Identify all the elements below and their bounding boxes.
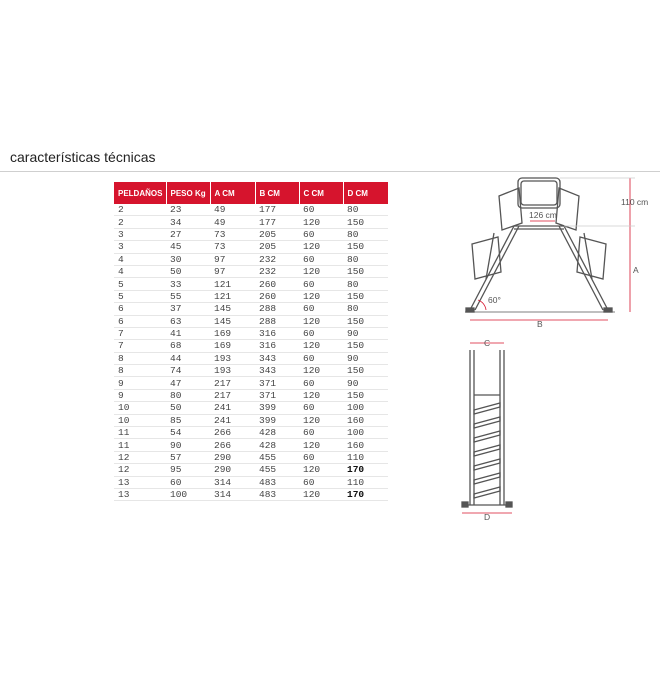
cell-c: 60 bbox=[299, 476, 343, 488]
cell-d: 150 bbox=[343, 216, 388, 228]
label-a: A bbox=[633, 265, 639, 275]
cell-a: 314 bbox=[210, 476, 255, 488]
cell-b: 399 bbox=[255, 414, 299, 426]
cell-weight: 60 bbox=[166, 476, 210, 488]
cell-steps: 12 bbox=[114, 451, 166, 463]
cell-steps: 13 bbox=[114, 488, 166, 500]
cell-b: 177 bbox=[255, 216, 299, 228]
cell-weight: 54 bbox=[166, 427, 210, 439]
cell-c: 60 bbox=[299, 278, 343, 290]
cell-b: 428 bbox=[255, 439, 299, 451]
top-guardrail bbox=[518, 178, 560, 208]
cell-steps: 13 bbox=[114, 476, 166, 488]
cell-c: 60 bbox=[299, 303, 343, 315]
cell-a: 49 bbox=[210, 216, 255, 228]
cell-weight: 100 bbox=[166, 488, 210, 500]
cell-d: 150 bbox=[343, 265, 388, 277]
cell-d: 150 bbox=[343, 241, 388, 253]
cell-c: 60 bbox=[299, 327, 343, 339]
cell-a: 266 bbox=[210, 427, 255, 439]
cell-steps: 3 bbox=[114, 228, 166, 240]
cell-steps: 3 bbox=[114, 241, 166, 253]
col-header-steps: PELDAÑOS bbox=[114, 182, 166, 204]
cell-d: 100 bbox=[343, 402, 388, 414]
cell-b: 260 bbox=[255, 278, 299, 290]
cell-b: 177 bbox=[255, 204, 299, 216]
cell-c: 120 bbox=[299, 315, 343, 327]
cell-weight: 68 bbox=[166, 340, 210, 352]
cell-a: 217 bbox=[210, 377, 255, 389]
cell-b: 232 bbox=[255, 265, 299, 277]
cell-weight: 57 bbox=[166, 451, 210, 463]
cell-weight: 34 bbox=[166, 216, 210, 228]
cell-d: 90 bbox=[343, 352, 388, 364]
cell-steps: 11 bbox=[114, 427, 166, 439]
col-header-c: C CM bbox=[299, 182, 343, 204]
cell-b: 232 bbox=[255, 253, 299, 265]
label-d: D bbox=[484, 512, 491, 522]
cell-b: 371 bbox=[255, 377, 299, 389]
cell-a: 169 bbox=[210, 340, 255, 352]
cell-b: 455 bbox=[255, 464, 299, 476]
cell-steps: 10 bbox=[114, 414, 166, 426]
cell-steps: 9 bbox=[114, 389, 166, 401]
cell-d: 150 bbox=[343, 365, 388, 377]
cell-weight: 37 bbox=[166, 303, 210, 315]
cell-weight: 85 bbox=[166, 414, 210, 426]
cell-c: 120 bbox=[299, 241, 343, 253]
cell-weight: 55 bbox=[166, 290, 210, 302]
label-c: C bbox=[484, 338, 491, 348]
cell-d: 100 bbox=[343, 427, 388, 439]
cell-a: 193 bbox=[210, 352, 255, 364]
cell-a: 290 bbox=[210, 464, 255, 476]
cell-weight: 33 bbox=[166, 278, 210, 290]
cell-steps: 4 bbox=[114, 253, 166, 265]
cell-weight: 23 bbox=[166, 204, 210, 216]
cell-c: 120 bbox=[299, 464, 343, 476]
cell-steps: 5 bbox=[114, 290, 166, 302]
cell-steps: 8 bbox=[114, 365, 166, 377]
cell-steps: 4 bbox=[114, 265, 166, 277]
cell-b: 343 bbox=[255, 352, 299, 364]
cell-steps: 7 bbox=[114, 340, 166, 352]
cell-b: 288 bbox=[255, 315, 299, 327]
cell-weight: 47 bbox=[166, 377, 210, 389]
cell-b: 399 bbox=[255, 402, 299, 414]
cell-steps: 6 bbox=[114, 315, 166, 327]
cell-c: 60 bbox=[299, 402, 343, 414]
cell-c: 60 bbox=[299, 427, 343, 439]
cell-a: 97 bbox=[210, 265, 255, 277]
cell-c: 120 bbox=[299, 265, 343, 277]
cell-steps: 5 bbox=[114, 278, 166, 290]
cell-d: 90 bbox=[343, 327, 388, 339]
ladder-front-view bbox=[462, 350, 512, 507]
cell-c: 60 bbox=[299, 352, 343, 364]
cell-weight: 50 bbox=[166, 402, 210, 414]
cell-b: 316 bbox=[255, 327, 299, 339]
cell-c: 120 bbox=[299, 389, 343, 401]
cell-a: 145 bbox=[210, 315, 255, 327]
page-title: características técnicas bbox=[10, 149, 156, 165]
col-header-a: A CM bbox=[210, 182, 255, 204]
cell-a: 169 bbox=[210, 327, 255, 339]
cell-b: 483 bbox=[255, 476, 299, 488]
cell-steps: 8 bbox=[114, 352, 166, 364]
cell-d: 110 bbox=[343, 476, 388, 488]
cell-c: 60 bbox=[299, 204, 343, 216]
cell-d: 110 bbox=[343, 451, 388, 463]
cell-d: 150 bbox=[343, 389, 388, 401]
cell-a: 97 bbox=[210, 253, 255, 265]
cell-steps: 7 bbox=[114, 327, 166, 339]
cell-a: 49 bbox=[210, 204, 255, 216]
cell-b: 343 bbox=[255, 365, 299, 377]
cell-b: 455 bbox=[255, 451, 299, 463]
cell-weight: 63 bbox=[166, 315, 210, 327]
cell-weight: 27 bbox=[166, 228, 210, 240]
cell-weight: 44 bbox=[166, 352, 210, 364]
cell-c: 60 bbox=[299, 451, 343, 463]
cell-c: 120 bbox=[299, 365, 343, 377]
col-header-b: B CM bbox=[255, 182, 299, 204]
cell-b: 483 bbox=[255, 488, 299, 500]
cell-weight: 45 bbox=[166, 241, 210, 253]
col-header-weight: PESO Kg bbox=[166, 182, 210, 204]
cell-c: 120 bbox=[299, 216, 343, 228]
front-step bbox=[474, 403, 500, 414]
cell-c: 120 bbox=[299, 414, 343, 426]
cell-a: 121 bbox=[210, 278, 255, 290]
cell-b: 260 bbox=[255, 290, 299, 302]
cell-weight: 50 bbox=[166, 265, 210, 277]
cell-c: 120 bbox=[299, 488, 343, 500]
cell-b: 205 bbox=[255, 241, 299, 253]
cell-steps: 12 bbox=[114, 464, 166, 476]
cell-c: 120 bbox=[299, 439, 343, 451]
cell-d: 160 bbox=[343, 414, 388, 426]
cell-d: 80 bbox=[343, 253, 388, 265]
cell-a: 217 bbox=[210, 389, 255, 401]
cell-a: 241 bbox=[210, 402, 255, 414]
cell-steps: 6 bbox=[114, 303, 166, 315]
cell-steps: 11 bbox=[114, 439, 166, 451]
cell-d: 90 bbox=[343, 377, 388, 389]
cell-a: 121 bbox=[210, 290, 255, 302]
cell-d: 80 bbox=[343, 278, 388, 290]
cell-b: 428 bbox=[255, 427, 299, 439]
cell-steps: 10 bbox=[114, 402, 166, 414]
cell-d: 150 bbox=[343, 290, 388, 302]
cell-d: 80 bbox=[343, 228, 388, 240]
cell-d: 80 bbox=[343, 204, 388, 216]
cell-b: 288 bbox=[255, 303, 299, 315]
cell-a: 290 bbox=[210, 451, 255, 463]
cell-steps: 2 bbox=[114, 204, 166, 216]
cell-d: 150 bbox=[343, 340, 388, 352]
cell-a: 266 bbox=[210, 439, 255, 451]
cell-weight: 95 bbox=[166, 464, 210, 476]
cell-c: 120 bbox=[299, 290, 343, 302]
cell-b: 316 bbox=[255, 340, 299, 352]
label-110: 110 cm bbox=[621, 197, 649, 207]
cell-d: 80 bbox=[343, 303, 388, 315]
label-126: 126 cm bbox=[529, 210, 557, 220]
cell-weight: 90 bbox=[166, 439, 210, 451]
cell-a: 145 bbox=[210, 303, 255, 315]
cell-a: 73 bbox=[210, 241, 255, 253]
cell-a: 314 bbox=[210, 488, 255, 500]
cell-a: 73 bbox=[210, 228, 255, 240]
cell-weight: 41 bbox=[166, 327, 210, 339]
cell-weight: 74 bbox=[166, 365, 210, 377]
cell-steps: 9 bbox=[114, 377, 166, 389]
cell-b: 205 bbox=[255, 228, 299, 240]
label-b: B bbox=[537, 319, 543, 329]
label-angle: 60° bbox=[488, 295, 501, 305]
cell-d: 170 bbox=[343, 488, 388, 500]
cell-b: 371 bbox=[255, 389, 299, 401]
cell-d: 160 bbox=[343, 439, 388, 451]
cell-a: 193 bbox=[210, 365, 255, 377]
cell-d: 170 bbox=[343, 464, 388, 476]
cell-c: 60 bbox=[299, 377, 343, 389]
cell-weight: 80 bbox=[166, 389, 210, 401]
cell-d: 150 bbox=[343, 315, 388, 327]
cell-c: 120 bbox=[299, 340, 343, 352]
ladder-side-view bbox=[465, 178, 615, 312]
col-header-d: D CM bbox=[343, 182, 388, 204]
cell-a: 241 bbox=[210, 414, 255, 426]
cell-c: 60 bbox=[299, 228, 343, 240]
cell-c: 60 bbox=[299, 253, 343, 265]
cell-weight: 30 bbox=[166, 253, 210, 265]
cell-steps: 2 bbox=[114, 216, 166, 228]
